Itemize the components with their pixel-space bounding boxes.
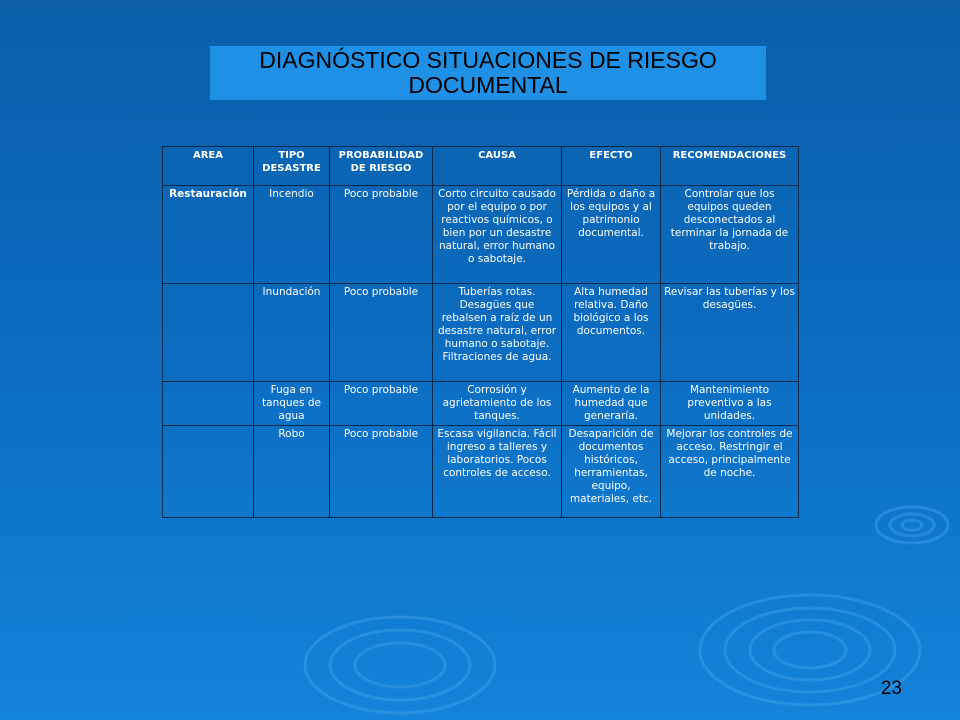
slide-title-line2: DOCUMENTAL — [408, 72, 568, 98]
risk-diagnosis-table — [162, 146, 799, 518]
slide-title — [210, 46, 766, 100]
cell-probabilidad: Poco probable — [330, 426, 433, 518]
cell-probabilidad: Poco probable — [330, 382, 433, 426]
header-recomendaciones: RECOMENDACIONES — [661, 147, 799, 186]
cell-tipo: Robo — [254, 426, 330, 518]
cell-area: Restauración — [163, 186, 254, 284]
cell-area — [163, 284, 254, 382]
header-tipo-desastre: TIPO DESASTRE — [254, 147, 330, 186]
header-area: AREA — [163, 147, 254, 186]
page-number: 23 — [880, 678, 902, 699]
header-efecto: EFECTO — [562, 147, 661, 186]
cell-tipo: Incendio — [254, 186, 330, 284]
cell-causa: Escasa vigilancia. Fácil ingreso a talleres y laboratorios. Pocos controles de acceso. — [433, 426, 562, 518]
cell-efecto: Pérdida o daño a los equipos y al patrimonio documental. — [562, 186, 661, 284]
table-row — [163, 382, 799, 426]
cell-recomendaciones: Revisar las tuberías y los desagües. — [661, 284, 799, 382]
cell-probabilidad: Poco probable — [330, 284, 433, 382]
cell-tipo: Fuga en tanques de agua — [254, 382, 330, 426]
cell-causa: Tuberías rotas. Desagües que rebalsen a raíz de un desastre natural, error humano o sabotaje. Filtraciones de agua. — [433, 284, 562, 382]
table-header-row — [163, 147, 799, 186]
cell-recomendaciones: Controlar que los equipos queden desconectados al terminar la jornada de trabajo. — [661, 186, 799, 284]
cell-efecto: Alta humedad relativa. Daño biológico a los documentos. — [562, 284, 661, 382]
cell-probabilidad: Poco probable — [330, 186, 433, 284]
table-row — [163, 186, 799, 284]
cell-efecto: Desaparición de documentos históricos, herramientas, equipo, materiales, etc. — [562, 426, 661, 518]
slide-title-line1: DIAGNÓSTICO SITUACIONES DE RIESGO — [259, 47, 717, 73]
cell-causa: Corto circuito causado por el equipo o por reactivos químicos, o bien por un desastre natural, error humano o sabotaje. — [433, 186, 562, 284]
header-causa: CAUSA — [433, 147, 562, 186]
cell-recomendaciones: Mantenimiento preventivo a las unidades. — [661, 382, 799, 426]
header-probabilidad: PROBABILIDAD DE RIESGO — [330, 147, 433, 186]
table-row — [163, 284, 799, 382]
cell-causa: Corrosión y agrietamiento de los tanques. — [433, 382, 562, 426]
cell-recomendaciones: Mejorar los controles de acceso. Restringir el acceso, principalmente de noche. — [661, 426, 799, 518]
cell-tipo: Inundación — [254, 284, 330, 382]
cell-efecto: Aumento de la humedad que generaría. — [562, 382, 661, 426]
cell-area — [163, 426, 254, 518]
cell-area — [163, 382, 254, 426]
table-row — [163, 426, 799, 518]
